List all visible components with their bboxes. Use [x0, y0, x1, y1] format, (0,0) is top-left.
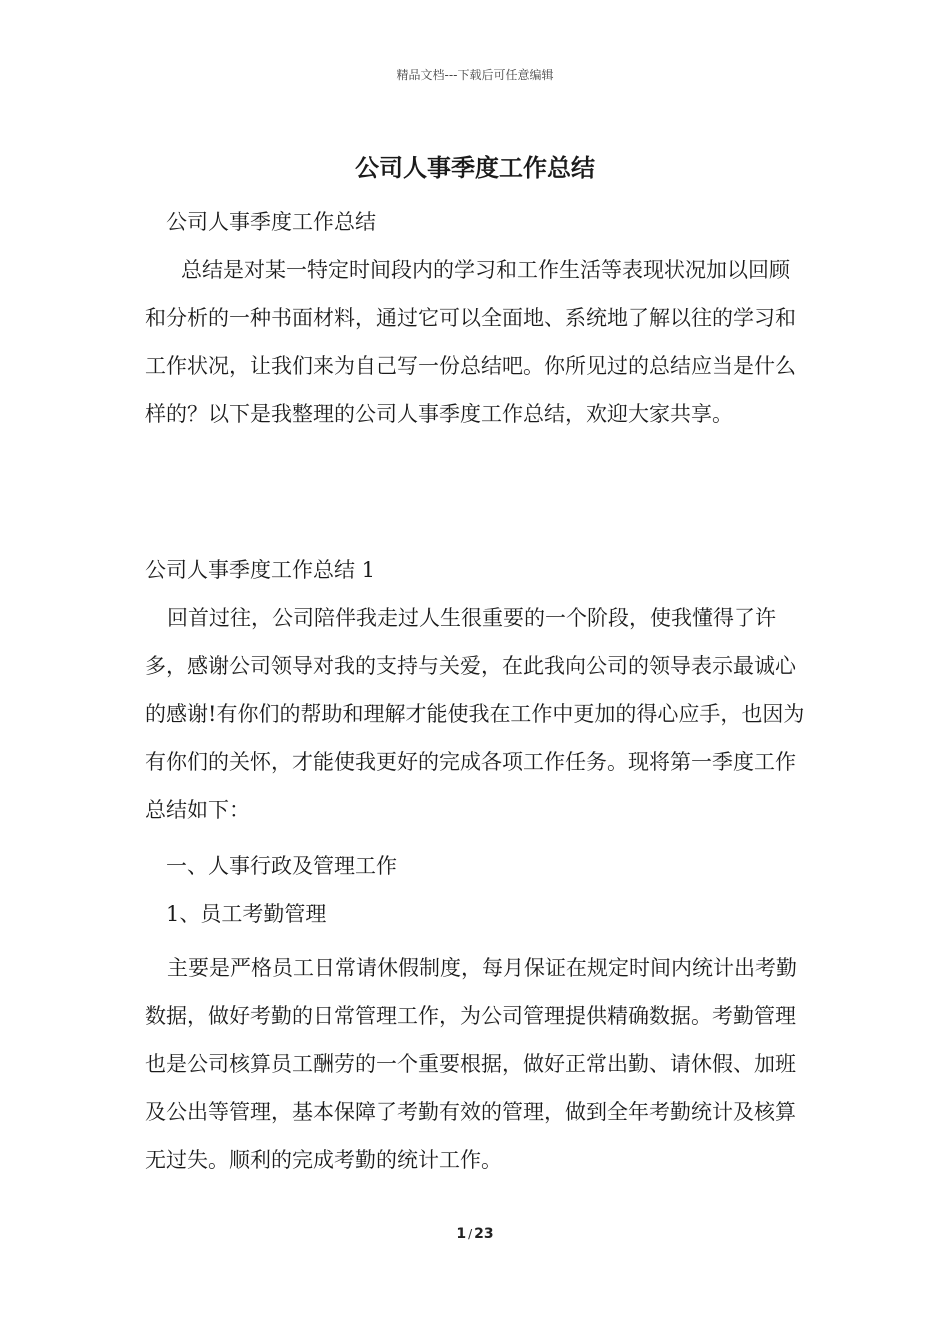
page-number: [0, 1226, 950, 1242]
document-title: 公司人事季度工作总结: [355, 153, 595, 182]
section-heading-1: 公司人事季度工作总结 1: [145, 558, 376, 582]
page-separator: /: [468, 1227, 473, 1241]
total-pages: 23: [474, 1226, 494, 1242]
part-heading: 一、人事行政及管理工作: [166, 854, 397, 878]
intro-paragraph: 总结是对某一特定时间段内的学习和工作生活等表现状况加以回顾和分析的一种书面材料，通过它可以全面地、系统地了解以往的学习和工作状况，让我们来为自己写一份总结吧。你所见过的总结应当是什么样的？以下是我整理的公司人事季度工作总结，欢迎大家共享。: [145, 258, 796, 426]
attendance-paragraph: 主要是严格员工日常请休假制度，每月保证在规定时间内统计出考勤数据，做好考勤的日常管理工作，为公司管理提供精确数据。考勤管理也是公司核算员工酬劳的一个重要根据，做好正常出勤、请休假、加班及公出等管理，基本保障了考勤有效的管理，做到全年考勤统计及核算无过失。顺利的完成考勤的统计工作。: [145, 956, 797, 1172]
header-note: 精品文档---下载后可任意编辑: [396, 68, 554, 82]
sub-heading: 1、员工考勤管理: [166, 902, 327, 926]
current-page: 1: [456, 1226, 467, 1242]
subtitle-paragraph: 公司人事季度工作总结: [166, 210, 376, 234]
review-paragraph: 回首过往，公司陪伴我走过人生很重要的一个阶段，使我懂得了许多，感谢公司领导对我的支持与关爱，在此我向公司的领导表示最诚心的感谢!有你们的帮助和理解才能使我在工作中更加的得心应手，也因为有你们的关怀，才能使我更好的完成各项工作任务。现将第一季度工作总结如下：: [145, 606, 805, 822]
